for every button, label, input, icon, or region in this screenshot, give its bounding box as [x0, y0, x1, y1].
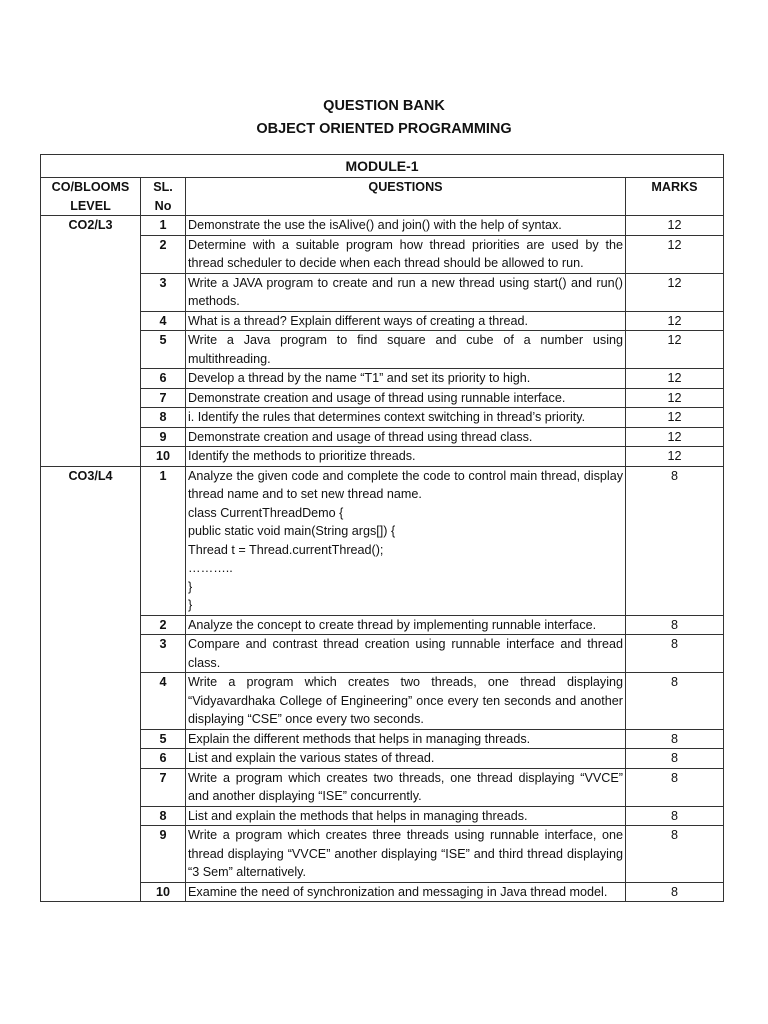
question-text: Compare and contrast thread creation using runnable interface and thread class.: [188, 637, 623, 670]
question-row: [41, 749, 724, 769]
question-text: List and explain the methods that helps in managing threads.: [188, 808, 528, 823]
question-cell: [186, 388, 626, 408]
question-text: What is a thread? Explain different ways of creating a thread.: [188, 313, 528, 328]
code-line: class CurrentThreadDemo {: [188, 505, 344, 520]
co-level: CO3/L4: [41, 466, 141, 902]
question-text: Develop a thread by the name “T1” and set its priority to high.: [188, 371, 531, 385]
marks: 8: [626, 635, 724, 673]
serial-number: 1: [141, 216, 186, 236]
marks: 8: [626, 749, 724, 769]
question-text: Write a JAVA program to create and run a new thread using start() and run() methods.: [188, 275, 623, 308]
question-row: [41, 447, 724, 467]
serial-number: 8: [141, 408, 186, 428]
question-text: Demonstrate creation and usage of thread using thread class.: [188, 429, 533, 444]
question-cell: [186, 273, 626, 311]
serial-number: 10: [141, 447, 186, 467]
serial-number: 6: [141, 749, 186, 769]
question-text: List and explain the various states of thread.: [188, 751, 435, 765]
document-subtitle: OBJECT ORIENTED PROGRAMMING: [256, 121, 512, 137]
code-line: }: [188, 579, 193, 594]
question-cell: [186, 635, 626, 673]
question-cell: [186, 235, 626, 273]
question-cell: [186, 447, 626, 467]
serial-number: 2: [141, 615, 186, 635]
col-header-sl-line1: SL.: [153, 180, 173, 194]
marks: 8: [626, 729, 724, 749]
serial-number: 2: [141, 235, 186, 273]
title-block: [0, 95, 768, 141]
question-cell: [186, 768, 626, 806]
marks: 8: [626, 768, 724, 806]
serial-number: 7: [141, 768, 186, 806]
question-text: Explain the different methods that helps in managing threads.: [188, 731, 531, 746]
serial-number: 4: [141, 311, 186, 331]
question-row: [41, 806, 724, 826]
question-row: [41, 729, 724, 749]
marks: 12: [626, 369, 724, 389]
col-header-co: [41, 178, 141, 216]
serial-number: 5: [141, 331, 186, 369]
question-text: Determine with a suitable program how thread priorities are used by the thread scheduler to decide when each thread should be allowed to run.: [188, 237, 623, 270]
marks: 8: [626, 882, 724, 902]
serial-number: 10: [141, 882, 186, 902]
marks: 12: [626, 235, 724, 273]
question-row: [41, 826, 724, 883]
serial-number: 7: [141, 388, 186, 408]
question-row: [41, 466, 724, 615]
question-row: [41, 235, 724, 273]
question-row: [41, 882, 724, 902]
question-table: [40, 154, 724, 902]
header-row: [41, 178, 724, 216]
col-header-questions: QUESTIONS: [186, 178, 626, 216]
document-title: QUESTION BANK: [323, 98, 445, 114]
question-row: [41, 615, 724, 635]
question-row: [41, 311, 724, 331]
serial-number: 3: [141, 273, 186, 311]
question-cell: [186, 729, 626, 749]
question-text: Write a program which creates three threads using runnable interface, one thread displaying “VVCE” another displaying “ISE” and third thread displaying “3 Sem” alternatively.: [188, 828, 623, 879]
question-text: Identify the methods to prioritize threads.: [188, 449, 416, 463]
co-level: CO2/L3: [41, 216, 141, 467]
marks: 12: [626, 311, 724, 331]
question-text: Write a program which creates two threads, one thread displaying “VVCE” and another displaying “ISE” concurrently.: [188, 770, 623, 803]
question-cell: [186, 826, 626, 883]
question-text: Write a program which creates two threads, one thread displaying “Vidyavardhaka College of Engineering” once every ten seconds and another displaying “CSE” once every two seconds.: [188, 675, 623, 726]
question-cell: [186, 806, 626, 826]
question-cell: [186, 882, 626, 902]
marks: 12: [626, 427, 724, 447]
question-cell: [186, 615, 626, 635]
question-row: [41, 273, 724, 311]
code-line: }: [188, 598, 193, 612]
question-cell: [186, 369, 626, 389]
marks: 8: [626, 826, 724, 883]
question-text: Examine the need of synchronization and messaging in Java thread model.: [188, 884, 608, 899]
marks: 12: [626, 408, 724, 428]
marks: 12: [626, 388, 724, 408]
question-row: [41, 673, 724, 730]
marks: 8: [626, 806, 724, 826]
question-row: [41, 369, 724, 389]
marks: 12: [626, 273, 724, 311]
question-text: Analyze the concept to create thread by implementing runnable interface.: [188, 617, 597, 632]
question-row: [41, 427, 724, 447]
serial-number: 9: [141, 826, 186, 883]
question-text: Write a Java program to find square and cube of a number using multithreading.: [188, 333, 623, 366]
col-header-co-line1: CO/BLOOMS: [51, 180, 130, 194]
code-line: public static void main(String args[]) {: [188, 524, 396, 538]
question-row: [41, 768, 724, 806]
serial-number: 9: [141, 427, 186, 447]
marks: 8: [626, 466, 724, 615]
marks: 12: [626, 447, 724, 467]
serial-number: 4: [141, 673, 186, 730]
question-cell: [186, 673, 626, 730]
question-text: Demonstrate the use the isAlive() and join() with the help of syntax.: [188, 218, 562, 232]
module-heading: MODULE-1: [41, 155, 724, 178]
question-text: Demonstrate creation and usage of thread using runnable interface.: [188, 390, 566, 405]
code-line: ………..: [188, 561, 233, 575]
question-row: [41, 388, 724, 408]
serial-number: 3: [141, 635, 186, 673]
question-cell: [186, 331, 626, 369]
serial-number: 1: [141, 466, 186, 615]
question-cell: [186, 466, 626, 615]
serial-number: 6: [141, 369, 186, 389]
question-row: [41, 331, 724, 369]
code-line: Thread t = Thread.currentThread();: [188, 542, 384, 557]
question-row: [41, 216, 724, 236]
question-row: [41, 408, 724, 428]
col-header-co-line2: LEVEL: [70, 198, 111, 213]
module-row: [41, 155, 724, 178]
question-cell: [186, 408, 626, 428]
question-row: [41, 635, 724, 673]
marks: 12: [626, 331, 724, 369]
col-header-sl-line2: No: [154, 198, 172, 213]
question-cell: [186, 749, 626, 769]
question-cell: [186, 311, 626, 331]
serial-number: 5: [141, 729, 186, 749]
question-text: Analyze the given code and complete the code to control main thread, display thread name and to set new thread name.: [188, 468, 623, 501]
col-header-marks: MARKS: [626, 178, 724, 216]
serial-number: 8: [141, 806, 186, 826]
question-cell: [186, 427, 626, 447]
marks: 8: [626, 673, 724, 730]
marks: 8: [626, 615, 724, 635]
question-text: i. Identify the rules that determines context switching in thread’s priority.: [188, 410, 586, 424]
col-header-sl: [141, 178, 186, 216]
marks: 12: [626, 216, 724, 236]
question-cell: [186, 216, 626, 236]
